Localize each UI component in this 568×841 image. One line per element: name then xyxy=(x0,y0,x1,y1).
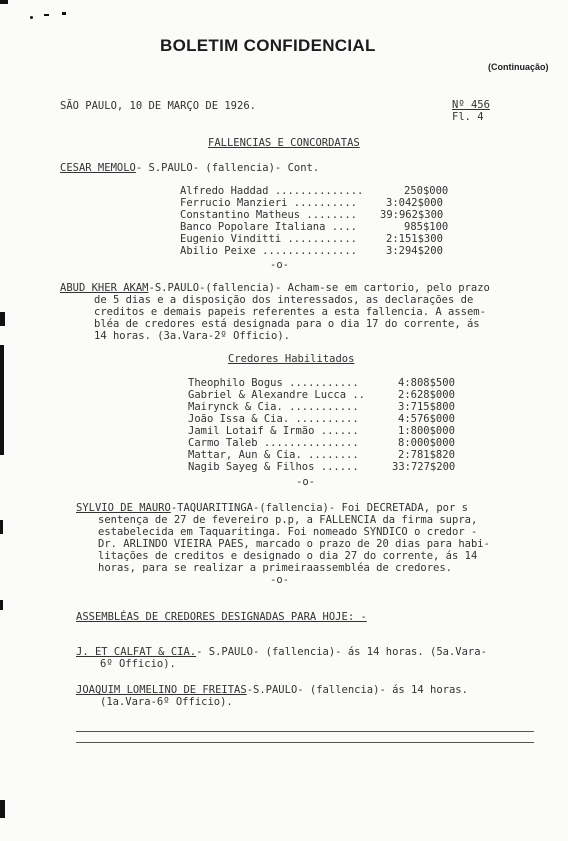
issue-number: Nº 456 xyxy=(452,99,490,111)
list-item: Banco Popolare Italiana .... xyxy=(180,221,358,233)
entry-cesar-memolo xyxy=(60,162,319,174)
entry-line: (1a.Vara-6º Officio). xyxy=(100,696,233,708)
entry-line: -S.PAULO- (fallencia)- ás 14 horas. xyxy=(246,684,468,696)
list-amount: 39:962$300 xyxy=(380,209,444,221)
page-title: BOLETIM CONFIDENCIAL xyxy=(160,36,376,55)
separator: -o- xyxy=(296,476,315,488)
list-item: Alfredo Haddad .............. xyxy=(180,185,364,197)
entry-line: bléa de credores está designada para o dia 17 do corrente, ás xyxy=(94,318,480,330)
entry-line: Dr. ARLINDO VIEIRA PAES, marcado o prazo de 20 dias para habi- xyxy=(98,538,490,550)
list-amount: 3:042$000 xyxy=(386,197,443,209)
list-amount: 2:151$300 xyxy=(386,233,443,245)
list-item: Abilio Peixe ............... xyxy=(180,245,358,257)
divider xyxy=(76,731,534,732)
list-item: Eugenio Vinditti ........... xyxy=(180,233,358,245)
entry-line: sentença de 27 de fevereiro p.p, a FALLENCIA da firma supra, xyxy=(98,514,478,526)
list-amount: 33:727$200 xyxy=(392,461,456,473)
separator: -o- xyxy=(270,259,289,271)
list-item: Carmo Taleb ............... xyxy=(188,437,359,449)
entry-abud-kher-akam xyxy=(60,282,490,294)
entry-line: 14 horas. (3a.Vara-2º Officio). xyxy=(94,330,290,342)
scan-mark-left-5 xyxy=(0,800,5,818)
list-item: Ferrucio Manzieri .......... xyxy=(180,197,358,209)
entry-line: de 5 dias e a disposição dos interessados, as declarações de xyxy=(94,294,474,306)
entry-name: ABUD KHER AKAM xyxy=(60,282,149,294)
list-amount: 1:800$000 xyxy=(398,425,455,437)
entry-name: JOAQUIM LOMELINO DE FREITAS xyxy=(76,684,247,696)
list-amount: 8:000$000 xyxy=(398,437,455,449)
list-item: Mairynck & Cia. ........... xyxy=(188,401,359,413)
subheading: Credores Habilitados xyxy=(228,353,355,365)
entry-name: CESAR MEMOLO xyxy=(60,162,136,174)
location-date: SÃO PAULO, 10 DE MARÇO DE 1926. xyxy=(60,100,256,112)
entry-line: estabelecida em Taquaritinga. Foi nomeado SYNDICO o credor - xyxy=(98,526,478,538)
entry-sylvio-de-mauro xyxy=(76,502,468,514)
continuation-label: (Continuação) xyxy=(488,62,549,72)
entry-line: 6º Officio). xyxy=(100,658,176,670)
scan-mark-left-1 xyxy=(0,312,5,326)
list-amount: 985$100 xyxy=(404,221,449,233)
scan-mark-left-3 xyxy=(0,520,3,534)
list-item: João Issa & Cia. .......... xyxy=(188,413,359,425)
list-amount: 2:628$000 xyxy=(398,389,455,401)
scan-mark-top-left xyxy=(0,0,8,4)
list-item: Nagib Sayeg & Filhos ...... xyxy=(188,461,359,473)
entry-line: horas, para se realizar a primeiraassembléa de credores. xyxy=(98,562,453,574)
sheet-number: Fl. 4 xyxy=(452,111,484,123)
list-amount: 3:294$200 xyxy=(386,245,443,257)
list-item: Constantino Matheus ........ xyxy=(180,209,358,221)
entry-line: - S.PAULO- (fallencia)- ás 14 horas. (5a.Vara- xyxy=(196,646,487,658)
scan-mark-left-2 xyxy=(0,345,4,455)
assemblies-heading: ASSEMBLÉAS DE CREDORES DESIGNADAS PARA HOJE: - xyxy=(76,611,367,623)
list-amount: 2:781$820 xyxy=(398,449,455,461)
list-amount: 4:576$000 xyxy=(398,413,455,425)
list-amount: 4:808$500 xyxy=(398,377,455,389)
entry-details: - S.PAULO- (fallencia)- Cont. xyxy=(135,162,320,174)
list-amount: 3:715$800 xyxy=(398,401,455,413)
list-item: Jamil Lotaif & Irmão ...... xyxy=(188,425,359,437)
section-heading: FALLENCIAS E CONCORDATAS xyxy=(208,137,360,149)
scan-mark-dash xyxy=(62,12,66,15)
entry-line: -TAQUARITINGA-(fallencia)- Foi DECRETADA, por s xyxy=(170,502,468,514)
entry-name: J. ET CALFAT & CIA. xyxy=(76,646,197,658)
list-item: Mattar, Aun & Cia. ........ xyxy=(188,449,359,461)
separator: -o- xyxy=(270,574,289,586)
entry-lomelino xyxy=(76,684,468,696)
entry-name: SYLVIO DE MAURO xyxy=(76,502,171,514)
list-amount: 250$000 xyxy=(404,185,449,197)
entry-calfat xyxy=(76,646,487,658)
entry-line: -S.PAULO-(fallencia)- Acham-se em cartorio, pelo prazo xyxy=(148,282,490,294)
scan-mark-dash xyxy=(44,14,49,16)
entry-line: litações de creditos e designado o dia 27 do corrente, ás 14 xyxy=(98,550,478,562)
divider xyxy=(76,742,534,743)
list-item: Theophilo Bogus ........... xyxy=(188,377,359,389)
scan-mark-dot xyxy=(30,16,33,19)
list-item: Gabriel & Alexandre Lucca .. xyxy=(188,389,366,401)
entry-line: creditos e demais papeis referentes a esta fallencia. A assem- xyxy=(94,306,486,318)
scan-mark-left-4 xyxy=(0,600,3,610)
